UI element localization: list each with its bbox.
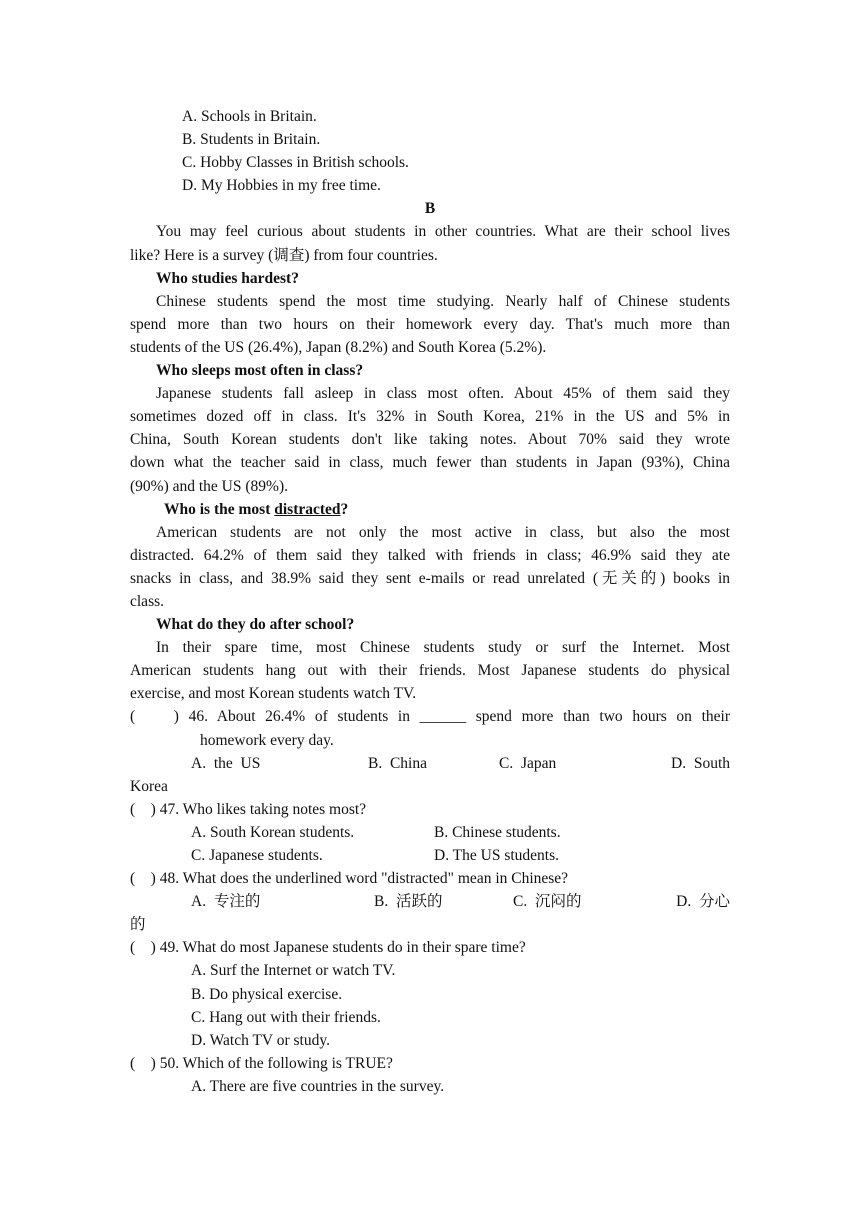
underlined-word: distracted: [274, 500, 341, 518]
paragraph-line: spend more than two hours on their homework every day. That's much more than: [130, 315, 730, 333]
q50-option-a[interactable]: A. There are five countries in the survey.: [191, 1077, 445, 1095]
q47-option-a[interactable]: A. South Korean students.: [191, 823, 355, 841]
section-label: B: [424, 200, 436, 218]
q49-option-d[interactable]: D. Watch TV or study.: [191, 1031, 330, 1049]
question-46-stem: ( ) 46. About 26.4% of students in ______ spend more than two hours on their: [130, 708, 730, 726]
question-47-options-row1: [130, 821, 730, 844]
heading-studies-hardest: Who studies hardest?: [156, 269, 299, 287]
document-page: [130, 105, 730, 1098]
q49-option-a[interactable]: A. Surf the Internet or watch TV.: [191, 962, 396, 980]
paragraph-line: students of the US (26.4%), Japan (8.2%) and South Korea (5.2%).: [130, 338, 547, 356]
q49-option-b[interactable]: B. Do physical exercise.: [191, 985, 343, 1003]
heading-after-school: What do they do after school?: [156, 616, 355, 634]
paragraph-line: Japanese students fall asleep in class most often. About 45% of them said they: [156, 385, 730, 403]
heading-text: Who is the most: [164, 500, 275, 518]
q46-option-b[interactable]: B. China: [368, 754, 427, 772]
question-48-options: [130, 890, 730, 913]
prev-option-d: D. My Hobbies in my free time.: [182, 177, 381, 195]
heading-qmark: ?: [340, 500, 349, 518]
paragraph-line: down what the teacher said in class, much fewer than students in Japan (93%), China: [130, 454, 730, 472]
paragraph-line: snacks in class, and 38.9% said they sent e-mails or read unrelated (无关的) books in: [130, 569, 730, 587]
paragraph-line: class.: [130, 592, 165, 610]
question-47-options-row2: [130, 844, 730, 867]
question-50-stem: ( ) 50. Which of the following is TRUE?: [130, 1054, 393, 1072]
paragraph-line: American students are not only the most active in class, but also the most: [156, 523, 730, 541]
prev-option-a: A. Schools in Britain.: [182, 108, 317, 125]
q46-option-c[interactable]: C. Japan: [499, 754, 557, 772]
paragraph-line: China, South Korean students don't like taking notes. About 70% said they wrote: [130, 431, 730, 449]
heading-sleeps-in-class: Who sleeps most often in class?: [156, 362, 364, 380]
heading-most-distracted: [130, 498, 730, 521]
q46-option-a[interactable]: A. the US: [191, 754, 261, 772]
q48-option-b[interactable]: B. 活跃的: [374, 893, 443, 911]
question-46-stem-cont: homework every day.: [200, 731, 334, 749]
question-49-stem: ( ) 49. What do most Japanese students do in their spare time?: [130, 939, 526, 957]
q47-option-b[interactable]: B. Chinese students.: [434, 823, 561, 841]
question-47-stem: ( ) 47. Who likes taking notes most?: [130, 800, 367, 818]
q47-option-d[interactable]: D. The US students.: [434, 847, 560, 864]
intro-line: You may feel curious about students in other countries. What are their school lives: [156, 223, 730, 241]
q48-option-a[interactable]: A. 专注的: [191, 893, 261, 911]
q48-option-d[interactable]: D. 分心: [676, 893, 730, 911]
question-46-options: [130, 752, 730, 775]
paragraph-line: Chinese students spend the most time studying. Nearly half of Chinese students: [156, 292, 730, 310]
prev-option-c: C. Hobby Classes in British schools.: [182, 154, 409, 172]
paragraph-line: (90%) and the US (89%).: [130, 477, 288, 495]
prev-option-b: B. Students in Britain.: [182, 131, 321, 149]
q47-option-c[interactable]: C. Japanese students.: [191, 847, 323, 864]
paragraph-line: sometimes dozed off in class. It's 32% in South Korea, 21% in the US and 5% in: [130, 408, 730, 426]
paragraph-line: exercise, and most Korean students watch TV.: [130, 685, 417, 703]
paragraph-line: In their spare time, most Chinese students study or surf the Internet. Most: [156, 639, 730, 657]
question-48-stem: ( ) 48. What does the underlined word "distracted" mean in Chinese?: [130, 870, 569, 888]
paragraph-line: distracted. 64.2% of them said they talked with friends in class; 46.9% said they ate: [130, 546, 730, 564]
q49-option-c[interactable]: C. Hang out with their friends.: [191, 1008, 381, 1026]
q46-option-d-wrap: Korea: [130, 777, 168, 795]
paragraph-line: American students hang out with their friends. Most Japanese students do physical: [130, 662, 730, 680]
q48-option-d-wrap: 的: [130, 916, 146, 934]
intro-line: like? Here is a survey (调查) from four countries.: [130, 246, 438, 264]
q48-option-c[interactable]: C. 沉闷的: [513, 893, 582, 911]
q46-option-d[interactable]: D. South: [671, 754, 730, 772]
